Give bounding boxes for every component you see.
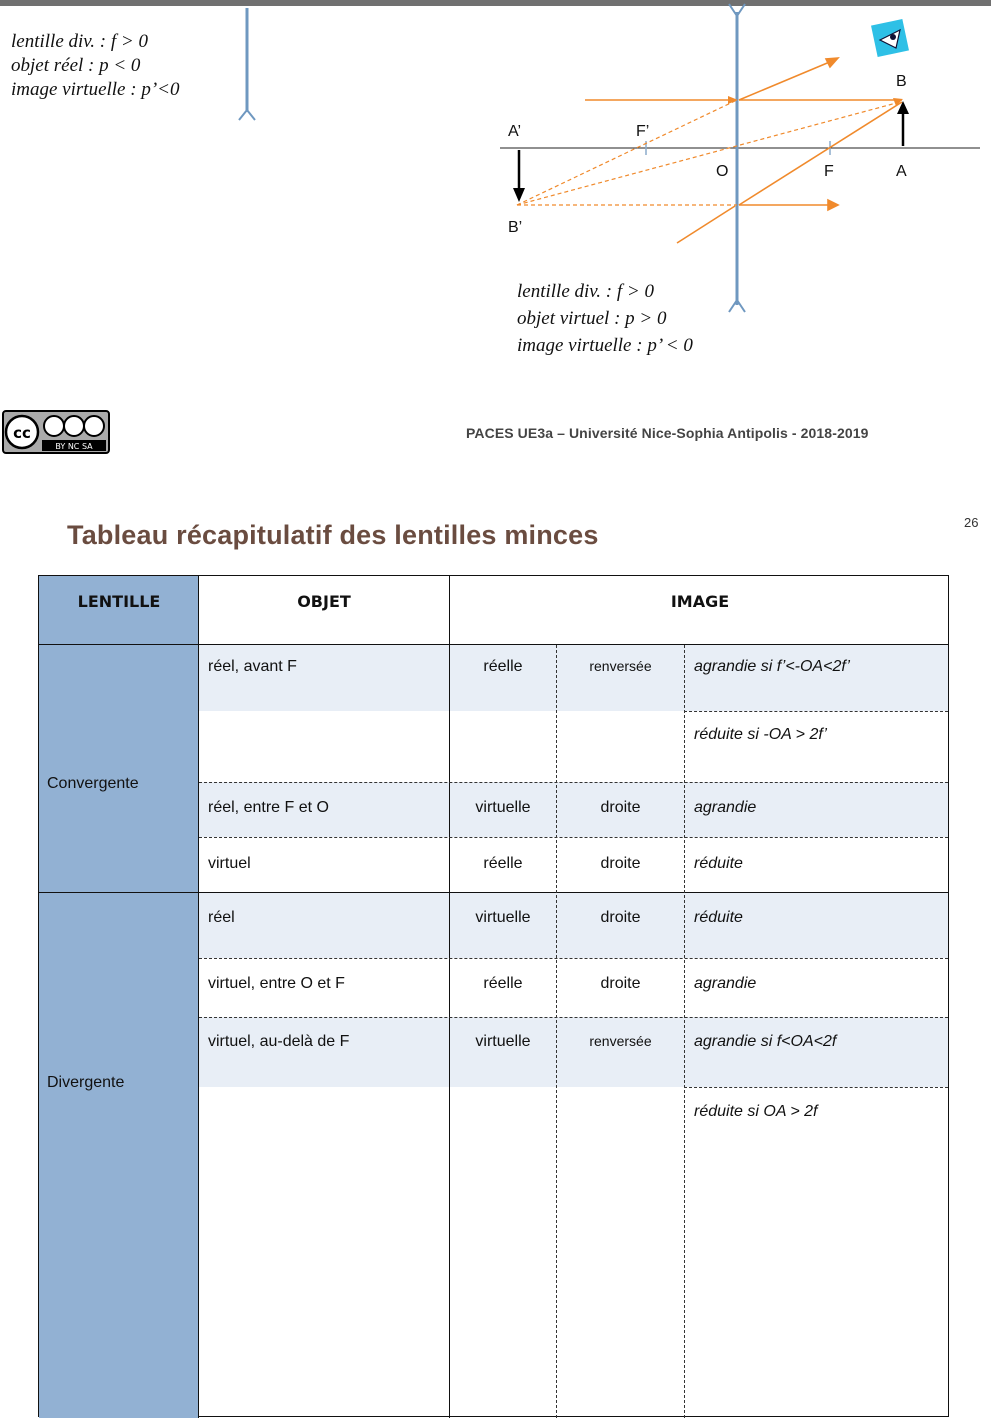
row-nature: virtuelle <box>475 799 531 816</box>
row-sens: droite <box>600 855 641 872</box>
row-taille-2: réduite si OA > 2f <box>694 1103 818 1120</box>
optics-diagram <box>0 0 991 380</box>
ray-to-b-2 <box>739 102 902 205</box>
row-objet: réel, entre F et O <box>208 799 329 816</box>
row-sens: renversée <box>589 1033 652 1049</box>
row-taille: agrandie <box>694 799 757 816</box>
label-a-prime: A’ <box>508 123 522 140</box>
row-taille: réduite <box>694 909 743 926</box>
ray-arrowhead <box>828 200 838 210</box>
header-lentille: LENTILLE <box>77 592 161 611</box>
row-taille-2: réduite si -OA > 2f’ <box>694 726 827 743</box>
row-nature: réelle <box>483 975 523 992</box>
refracted-ray-1 <box>739 61 832 100</box>
cc-text: cc <box>13 424 31 442</box>
row-objet: virtuel <box>208 855 251 872</box>
diagram-formula: image virtuelle : p’ < 0 <box>517 335 693 356</box>
formula-line: image virtuelle : p’<0 <box>11 79 180 100</box>
row-sens: droite <box>600 975 641 992</box>
diagram-formula: lentille div. : f > 0 <box>517 281 654 302</box>
partial-lens-arrowhead <box>239 110 255 120</box>
cc-license-badge <box>2 410 110 454</box>
lens-top-arrowhead <box>729 4 745 16</box>
virtual-ray <box>517 102 900 205</box>
diagram-formula: objet virtuel : p > 0 <box>517 308 667 329</box>
row-taille: agrandie si f<OA<2f <box>694 1033 837 1050</box>
row-objet: réel, avant F <box>208 658 297 675</box>
row-taille: agrandie si f’<-OA<2f’ <box>694 658 850 675</box>
row-sens: droite <box>600 909 641 926</box>
footer-credit: PACES UE3a – Université Nice-Sophia Antipolis - 2018-2019 <box>466 425 869 441</box>
row-taille: réduite <box>694 855 743 872</box>
row-taille: agrandie <box>694 975 757 992</box>
row-objet: virtuel, entre O et F <box>208 975 345 992</box>
slide-number: 26 <box>964 515 979 530</box>
row-nature: réelle <box>483 658 523 675</box>
row-nature: virtuelle <box>475 909 531 926</box>
label-o: O <box>716 163 729 180</box>
virtual-ray <box>517 100 737 205</box>
lentille-column <box>39 576 199 1418</box>
eye-icon <box>871 19 909 57</box>
row-nature: virtuelle <box>475 1033 531 1050</box>
label-f: F <box>824 163 834 180</box>
formula-line: lentille div. : f > 0 <box>11 31 148 52</box>
formula-line: objet réel : p < 0 <box>11 55 141 76</box>
slide-title: Tableau récapitulatif des lentilles minces <box>67 520 599 550</box>
row-nature: réelle <box>483 855 523 872</box>
row-sens: droite <box>600 799 641 816</box>
row-sens: renversée <box>589 658 652 674</box>
lens-summary-table <box>38 575 949 1417</box>
group-divergente: Divergente <box>47 1074 125 1091</box>
label-f-prime: F’ <box>636 123 650 140</box>
group-convergente: Convergente <box>47 775 139 792</box>
label-a: A <box>896 163 907 180</box>
image-arrowhead <box>513 188 525 202</box>
label-b: B <box>896 73 907 90</box>
label-b-prime: B’ <box>508 219 523 236</box>
cc-terms: BY NC SA <box>55 442 93 451</box>
incident-ray-2 <box>677 206 735 243</box>
row-objet: virtuel, au-delà de F <box>208 1033 350 1050</box>
row-objet: réel <box>208 909 235 926</box>
header-image: IMAGE <box>670 592 730 611</box>
header-objet: OBJET <box>297 592 351 611</box>
ray-arrowhead <box>826 58 838 67</box>
lens-bottom-arrowhead <box>729 300 745 312</box>
